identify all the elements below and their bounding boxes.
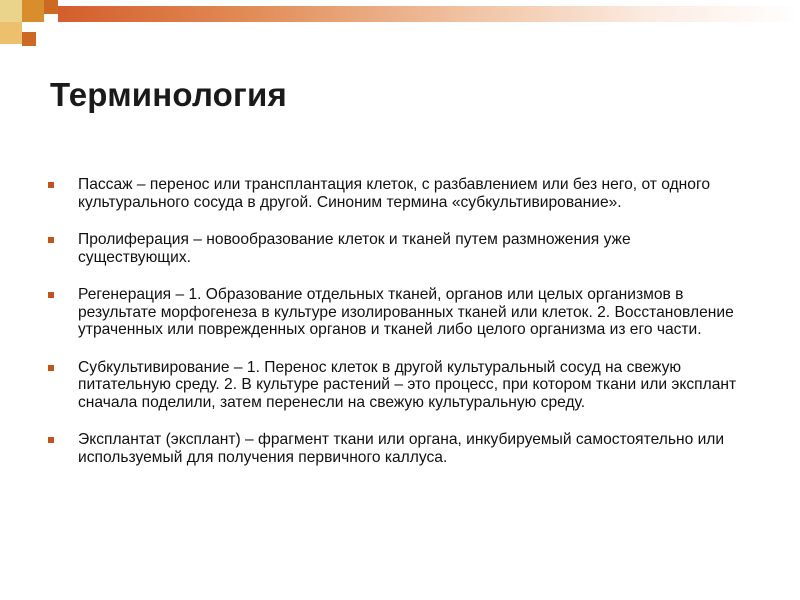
- term-text: Пролиферация – новообразование клеток и тканей путем размножения уже существующих.: [78, 231, 631, 266]
- term-subculturing: [46, 359, 746, 412]
- square-bullet-icon: [48, 292, 54, 298]
- decorative-square: [44, 0, 58, 14]
- square-bullet-icon: [48, 182, 54, 188]
- header-gradient-bar: [58, 6, 800, 22]
- term-text: Эксплантат (эксплант) – фрагмент ткани или органа, инкубируемый самостоятельно или используемый для получения первичного каллуса.: [78, 431, 725, 466]
- decorative-square: [22, 32, 36, 46]
- terms-list: [46, 176, 746, 466]
- term-text: Пассаж – перенос или трансплантация клеток, с разбавлением или без него, от одного культурального сосуда в другой. Синоним термина «субкультивирование».: [78, 176, 710, 211]
- term-text: Регенерация – 1. Образование отдельных тканей, органов или целых организмов в результате морфогенеза в культуре изолированных тканей или клеток. 2. Восстановление утраченных или поврежденных органов и тканей либо целого организма из его части.: [78, 286, 734, 338]
- decorative-square: [0, 22, 22, 44]
- term-text: Субкультивирование – 1. Перенос клеток в другой культуральный сосуд на свежую питательную среду. 2. В культуре растений – это процесс, при котором ткани или эксплант сначала поделили, затем перенесли на свежую культуральную среду.: [78, 358, 737, 411]
- square-bullet-icon: [48, 365, 54, 371]
- term-regeneration: [46, 286, 746, 339]
- slide-title: Терминология: [50, 76, 287, 113]
- term-proliferation: [46, 231, 746, 266]
- decorative-square: [0, 0, 22, 22]
- square-bullet-icon: [48, 437, 54, 443]
- term-explant: [46, 431, 746, 466]
- term-passage: [46, 176, 746, 211]
- square-bullet-icon: [48, 237, 54, 243]
- decorative-square: [22, 0, 44, 22]
